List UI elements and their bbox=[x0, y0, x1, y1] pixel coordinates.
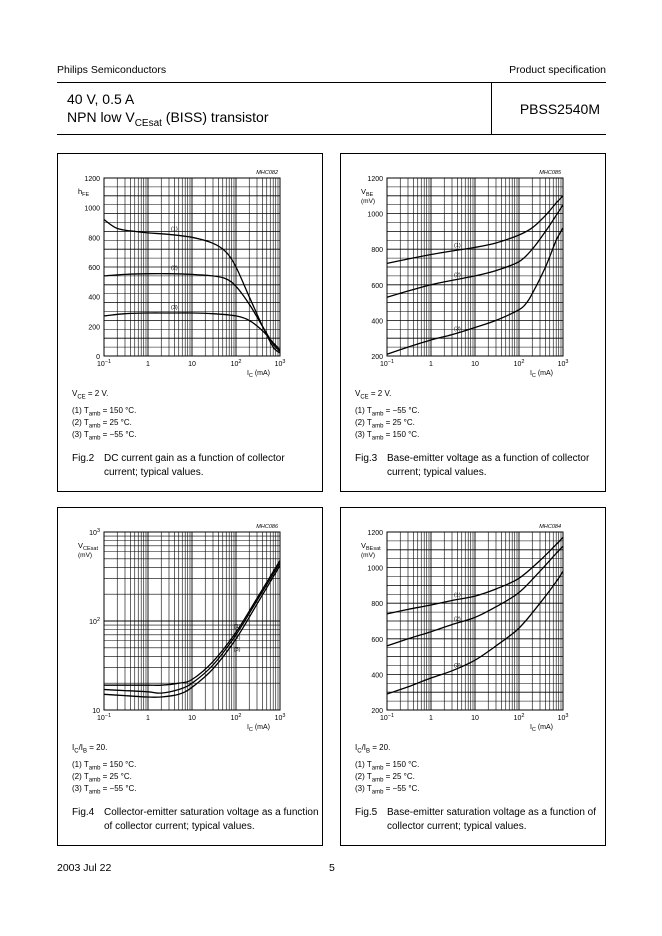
figure-panel-fig5 bbox=[340, 507, 606, 846]
title-post: (BISS) transistor bbox=[161, 109, 269, 125]
figure-caption bbox=[72, 452, 322, 482]
y-tick-label: 400 bbox=[371, 672, 383, 680]
legend-entry-3: (3) $T_{amb} = -55$ °C. bbox=[355, 784, 420, 796]
y-axis-label: $V_{BEsat}$ bbox=[361, 541, 381, 552]
x-axis-label: $I_C$ (mA) bbox=[246, 724, 270, 733]
y-tick-label: $10^2$ bbox=[89, 617, 100, 626]
figure-caption-text: DC current gain as a function of collector current; typical values. bbox=[104, 453, 285, 478]
condition-note: $V_{CE} = 2$ V. bbox=[355, 389, 392, 401]
x-tick-label: $10^{-1}$ bbox=[96, 359, 112, 368]
condition-note: $V_{CE} = 2$ V. bbox=[72, 389, 109, 401]
y-tick-label: 0 bbox=[96, 354, 100, 361]
series-label-1: (1) bbox=[453, 592, 461, 599]
figure-caption bbox=[355, 806, 605, 836]
y-tick-label: 1200 bbox=[367, 176, 383, 183]
y-tick-label: 1000 bbox=[367, 565, 383, 573]
y-axis-unit: (mV) bbox=[361, 552, 376, 559]
y-tick-label: 1200 bbox=[367, 530, 383, 537]
legend-entry-1: (1) $T_{amb} = -55$ °C. bbox=[355, 406, 420, 418]
header-rule bbox=[57, 82, 606, 83]
y-tick-label: 200 bbox=[88, 324, 100, 332]
x-tick-label: 10 bbox=[188, 361, 196, 368]
legend-entry-1: (1) $T_{amb} = 150$ °C. bbox=[355, 760, 420, 772]
y-tick-label: 400 bbox=[371, 318, 383, 326]
figure-code: MHC085 bbox=[539, 170, 561, 176]
title-divider bbox=[491, 82, 492, 134]
document-type: Product specification bbox=[509, 64, 606, 76]
grid bbox=[104, 178, 280, 356]
legend-entry-1: (1) $T_{amb} = 150$ °C. bbox=[72, 406, 137, 418]
x-tick-label: $10^2$ bbox=[513, 359, 525, 368]
legend-entry-3: (3) $T_{amb} = -55$ °C. bbox=[72, 430, 137, 442]
y-tick-label: $10^3$ bbox=[89, 528, 100, 537]
series-label-1: (1) bbox=[170, 226, 178, 233]
legend-entry-2: (2) $T_{amb} = 25$ °C. bbox=[355, 418, 415, 430]
x-tick-label: $10^3$ bbox=[557, 713, 569, 722]
title-pre: NPN low V bbox=[67, 109, 135, 125]
x-tick-label: $10^2$ bbox=[513, 713, 525, 722]
part-number: PBSS2540M bbox=[519, 101, 600, 117]
x-tick-label: $10^{-1}$ bbox=[379, 359, 395, 368]
y-tick-label: 600 bbox=[371, 636, 383, 644]
condition-note: $I_C/I_B = 20$. bbox=[72, 743, 108, 755]
y-axis-label: $V_{CEsat}$ bbox=[78, 541, 98, 552]
series-label-3: (3) bbox=[233, 646, 241, 653]
grid bbox=[387, 532, 563, 710]
x-tick-label: 1 bbox=[429, 715, 433, 722]
figure-code: MHC086 bbox=[256, 524, 278, 530]
footer-date: 2003 Jul 22 bbox=[57, 862, 112, 874]
title-line-1: 40 V, 0.5 A bbox=[67, 91, 135, 107]
title-sub: CEsat bbox=[134, 117, 162, 129]
y-tick-label: 800 bbox=[371, 601, 383, 609]
legend-entry-3: (3) $T_{amb} = -55$ °C. bbox=[72, 784, 137, 796]
y-tick-label: 200 bbox=[371, 708, 383, 715]
figure-number: Fig.4 bbox=[72, 807, 95, 818]
title-line-2 bbox=[67, 109, 269, 129]
x-tick-label: $10^{-1}$ bbox=[96, 713, 112, 722]
x-axis-label: $I_C$ (mA) bbox=[529, 724, 553, 733]
figure-caption-text: Base-emitter saturation voltage as a function of collector current; typical values. bbox=[387, 807, 597, 832]
x-tick-label: $10^{-1}$ bbox=[379, 713, 395, 722]
y-tick-label: 200 bbox=[371, 354, 383, 361]
x-tick-label: 10 bbox=[471, 715, 479, 722]
series-label-1: (1) bbox=[233, 624, 241, 631]
figure-number: Fig.3 bbox=[355, 453, 378, 464]
figure-number: Fig.2 bbox=[72, 453, 95, 464]
y-axis-unit: (mV) bbox=[361, 198, 376, 205]
series-label-2: (2) bbox=[170, 265, 178, 272]
figure-code: MHC084 bbox=[539, 524, 561, 530]
series-label-2: (2) bbox=[233, 634, 241, 641]
x-tick-label: $10^2$ bbox=[230, 359, 242, 368]
y-axis-label: $V_{BE}$ bbox=[361, 187, 374, 198]
legend-entry-2: (2) $T_{amb} = 25$ °C. bbox=[72, 772, 132, 784]
series-label-3: (3) bbox=[453, 326, 461, 333]
x-tick-label: 1 bbox=[429, 361, 433, 368]
x-tick-label: $10^3$ bbox=[274, 359, 286, 368]
legend-entry-3: (3) $T_{amb} = 150$ °C. bbox=[355, 430, 420, 442]
y-axis-unit: (mV) bbox=[78, 552, 93, 559]
y-tick-label: 800 bbox=[371, 247, 383, 255]
condition-note: $I_C/I_B = 20$. bbox=[355, 743, 391, 755]
y-tick-label: 600 bbox=[371, 282, 383, 290]
footer-page-number: 5 bbox=[329, 862, 335, 874]
figure-caption-text: Collector-emitter saturation voltage as a function of collector current; typical values. bbox=[104, 807, 319, 832]
title-rule bbox=[57, 134, 606, 135]
figure-caption bbox=[355, 452, 605, 482]
legend-entry-2: (2) $T_{amb} = 25$ °C. bbox=[355, 772, 415, 784]
series-label-1: (1) bbox=[453, 242, 461, 249]
series-label-2: (2) bbox=[453, 272, 461, 279]
figure-caption-text: Base-emitter voltage as a function of collector current; typical values. bbox=[387, 453, 590, 478]
x-tick-label: 1 bbox=[146, 715, 150, 722]
series-label-3: (3) bbox=[453, 662, 461, 669]
y-tick-label: 1000 bbox=[367, 211, 383, 219]
figure-number: Fig.5 bbox=[355, 807, 378, 818]
x-tick-label: $10^3$ bbox=[557, 359, 569, 368]
y-tick-label: 800 bbox=[88, 235, 100, 243]
figure-panel-fig2 bbox=[57, 153, 323, 492]
y-tick-label: 400 bbox=[88, 294, 100, 302]
figure-panel-fig3 bbox=[340, 153, 606, 492]
series-label-3: (3) bbox=[170, 304, 178, 311]
x-tick-label: 10 bbox=[188, 715, 196, 722]
x-tick-label: 1 bbox=[146, 361, 150, 368]
x-tick-label: $10^2$ bbox=[230, 713, 242, 722]
y-tick-label: 1200 bbox=[84, 176, 100, 183]
grid bbox=[387, 178, 563, 356]
figure-panel-fig4 bbox=[57, 507, 323, 846]
figure-caption bbox=[72, 806, 322, 836]
x-axis-label: $I_C$ (mA) bbox=[529, 370, 553, 379]
legend-entry-2: (2) $T_{amb} = 25$ °C. bbox=[72, 418, 132, 430]
x-tick-label: $10^3$ bbox=[274, 713, 286, 722]
figure-code: MHC082 bbox=[256, 170, 278, 176]
series-label-2: (2) bbox=[453, 616, 461, 623]
legend-entry-1: (1) $T_{amb} = 150$ °C. bbox=[72, 760, 137, 772]
y-tick-label: 600 bbox=[88, 265, 100, 272]
x-tick-label: 10 bbox=[471, 361, 479, 368]
y-axis-label: $h_{FE}$ bbox=[78, 187, 90, 198]
y-tick-label: 10 bbox=[92, 708, 100, 715]
company-name: Philips Semiconductors bbox=[57, 64, 167, 76]
x-axis-label: $I_C$ (mA) bbox=[246, 370, 270, 379]
y-tick-label: 1000 bbox=[84, 205, 100, 213]
